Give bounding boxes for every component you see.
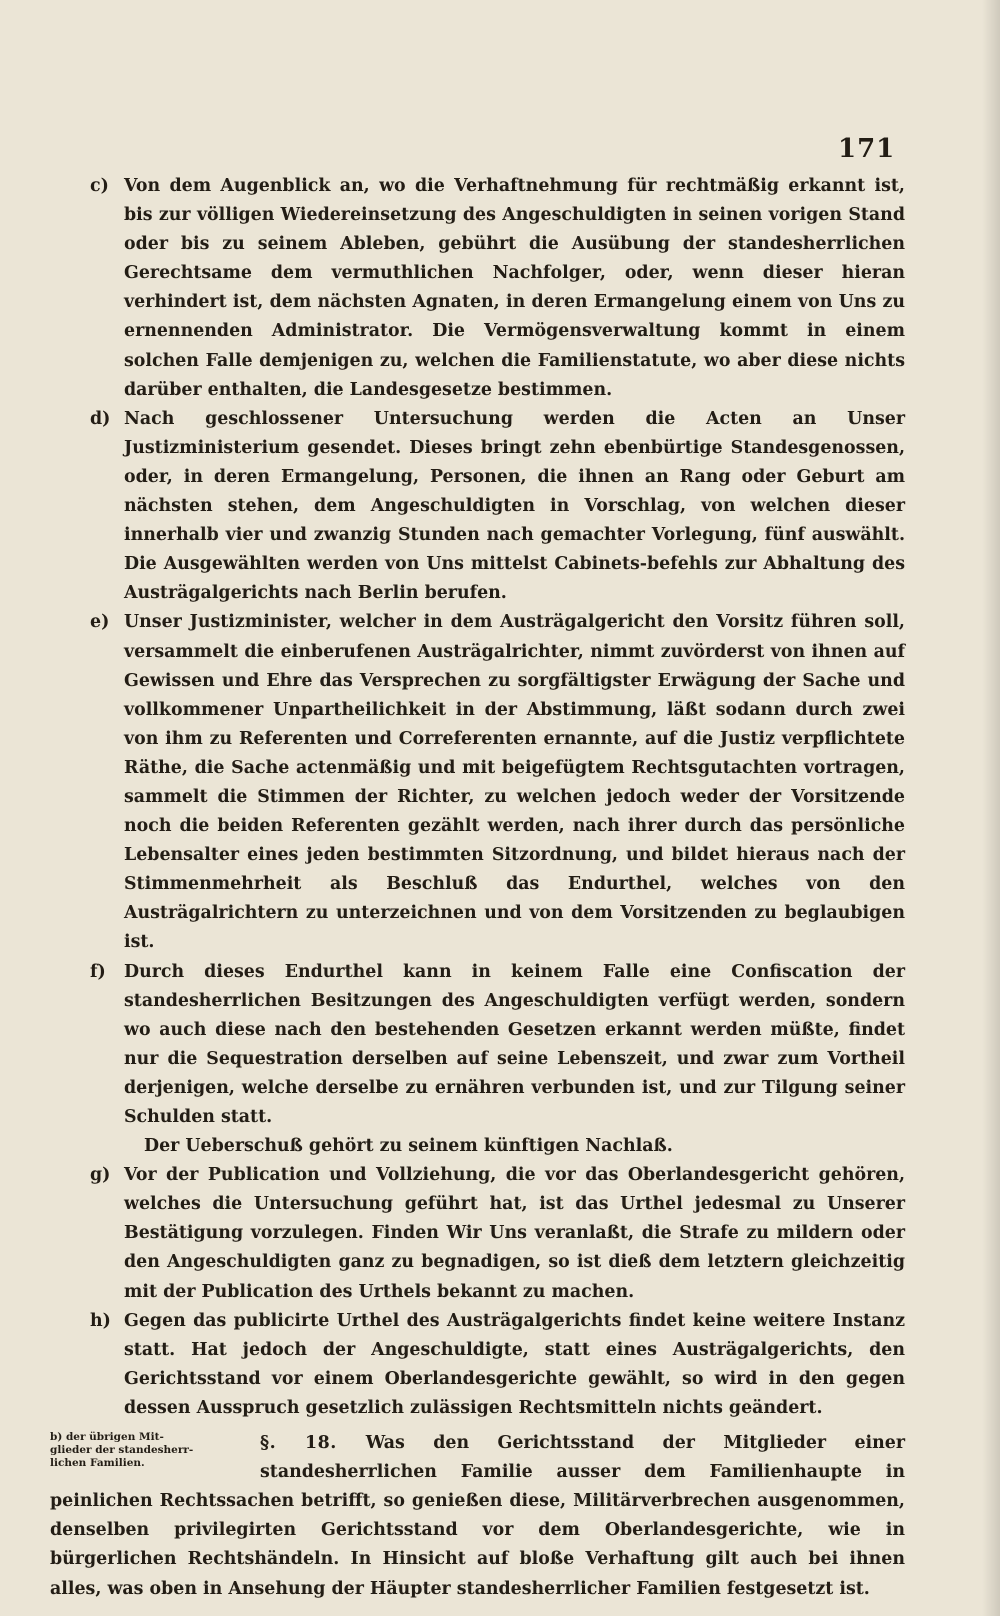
paragraph-text: Der Ueberschuß gehört zu seinem künftigen Nachlaß. <box>144 1136 673 1157</box>
margin-note-line: glieder der standesherr- <box>50 1444 194 1457</box>
section-text: Was den Gerichtsstand der Mitglieder einer standesherrlichen Familie ausser dem Familienhaupte in peinlichen Rechtssachen betrifft, so genießen diese, Militärverbrechen ausgenommen, denselben privilegirten Gerichtsstand vor dem Oberlandesgerichte, wie in bürgerlichen Rechtshändeln. In Hinsicht auf bloße Verhaftung gilt auch bei ihnen alles, was oben in Ansehung der Häupter standesherrlicher Familien festgesetzt ist. <box>50 1433 906 1599</box>
page-body <box>0 172 1000 1604</box>
paragraph-h <box>90 1307 905 1423</box>
paragraph-text: Vor der Publication und Vollziehung, die vor das Oberlandesgericht gehören, welches die Untersuchung geführt hat, ist das Urthel jedesmal zu Unserer Bestätigung vorzulegen. Finden Wir Uns veranlaßt, die Strafe zu mildern oder den Angeschuldigten ganz zu begnadigen, so ist dieß dem letztern gleichzeitig mit der Publication des Urthels bekannt zu machen. <box>124 1165 905 1302</box>
paragraph-text: Von dem Augenblick an, wo die Verhaftnehmung für rechtmäßig erkannt ist, bis zur völligen Wiedereinsetzung des Angeschuldigten in seinen vorigen Stand oder bis zu seinem Ableben, gebührt die Ausübung der standesherrlichen Gerechtsame dem vermuthlichen Nachfolger, oder, wenn dieser hieran verhindert ist, dem nächsten Agnaten, in deren Ermangelung einem von Uns zu ernennenden Administrator. Die Vermögensverwaltung kommt in einem solchen Falle demjenigen zu, welchen die Familienstatute, wo aber diese nichts darüber enthalten, die Landesgesetze bestimmen. <box>124 176 905 400</box>
paragraph-f <box>90 958 905 1133</box>
paragraph-c <box>90 172 905 405</box>
paragraph-text: Durch dieses Endurthel kann in keinem Falle eine Confiscation der standesherrlichen Besitzungen des Angeschuldigten verfügt werden, sondern wo auch diese nach den bestehenden Gesetzen erkannt werden müßte, findet nur die Sequestration derselben auf seine Lebenszeit, und zwar zum Vortheil derjenigen, welche derselbe zu ernähren verbunden ist, und zur Tilgung seiner Schulden statt. <box>124 961 905 1127</box>
paragraph-e <box>90 608 905 957</box>
paragraph-text: Gegen das publicirte Urthel des Austrägalgerichts findet keine weitere Instanz statt. Hat jedoch der Angeschuldigte, statt eines Austrägalgerichts, den Gerichtsstand vor einem Oberlandesgerichte gewählt, so wird in den gegen dessen Ausspruch gesetzlich zulässigen Rechtsmitteln nichts geändert. <box>124 1310 905 1418</box>
margin-note <box>50 1431 200 1470</box>
paragraph-d <box>90 405 905 609</box>
paragraph-text: Unser Justizminister, welcher in dem Austrägalgericht den Vorsitz führen soll, versammelt die einberufenen Austrägalrichter, nimmt zuvörderst von ihnen auf Gewissen und Ehre das Versprechen zu sorgfältigster Erwägung der Sache und vollkommener Unpartheilichkeit in der Abstimmung, läßt sodann durch zwei von ihm zu Referenten und Correferenten ernannte, auf die Justiz verpflichtete Räthe, die Sache actenmäßig und mit beigefügtem Rechtsgutachten vortragen, sammelt die Stimmen der Richter, zu welchen jedoch weder der Vorsitzende noch die beiden Referenten gezählt werden, nach ihrer durch das persönliche Lebensalter eines jeden bestimmten Sitzordnung, und bildet hieraus nach der Stimmenmehrheit als Beschluß das Endurthel, welches von den Austrägalrichtern zu unterzeichnen und von dem Vorsitzenden zu beglaubigen ist. <box>124 612 905 953</box>
paragraph-label: d) <box>90 408 111 429</box>
page-number: 171 <box>838 134 896 164</box>
paragraph-label: h) <box>90 1310 111 1331</box>
paragraph-label: g) <box>90 1165 111 1186</box>
paragraph-label: e) <box>90 612 110 633</box>
margin-note-line: b) der übrigen Mit- <box>50 1431 164 1444</box>
margin-note-line: lichen Familien. <box>50 1457 145 1470</box>
paragraph-label: f) <box>90 961 106 982</box>
paragraph-f-continuation <box>124 1132 905 1161</box>
paragraph-label: c) <box>90 176 109 196</box>
paragraph-g <box>90 1161 905 1306</box>
section-18 <box>50 1429 905 1604</box>
paragraph-text: Nach geschlossener Untersuchung werden die Acten an Unser Justizministerium gesendet. Dieses bringt zehn ebenbürtige Standesgenossen, oder, in deren Ermangelung, Personen, die ihnen an Rang oder Geburt am nächsten stehen, dem Angeschuldigten in Vorschlag, von welchen dieser innerhalb vier und zwanzig Stunden nach gemachter Vorlegung, fünf auswählt. Die Ausgewählten werden von Uns mittelst Cabinets-befehls zur Abhaltung des Austrägalgerichts nach Berlin berufen. <box>124 408 905 604</box>
section-heading: §. 18. <box>260 1433 366 1454</box>
